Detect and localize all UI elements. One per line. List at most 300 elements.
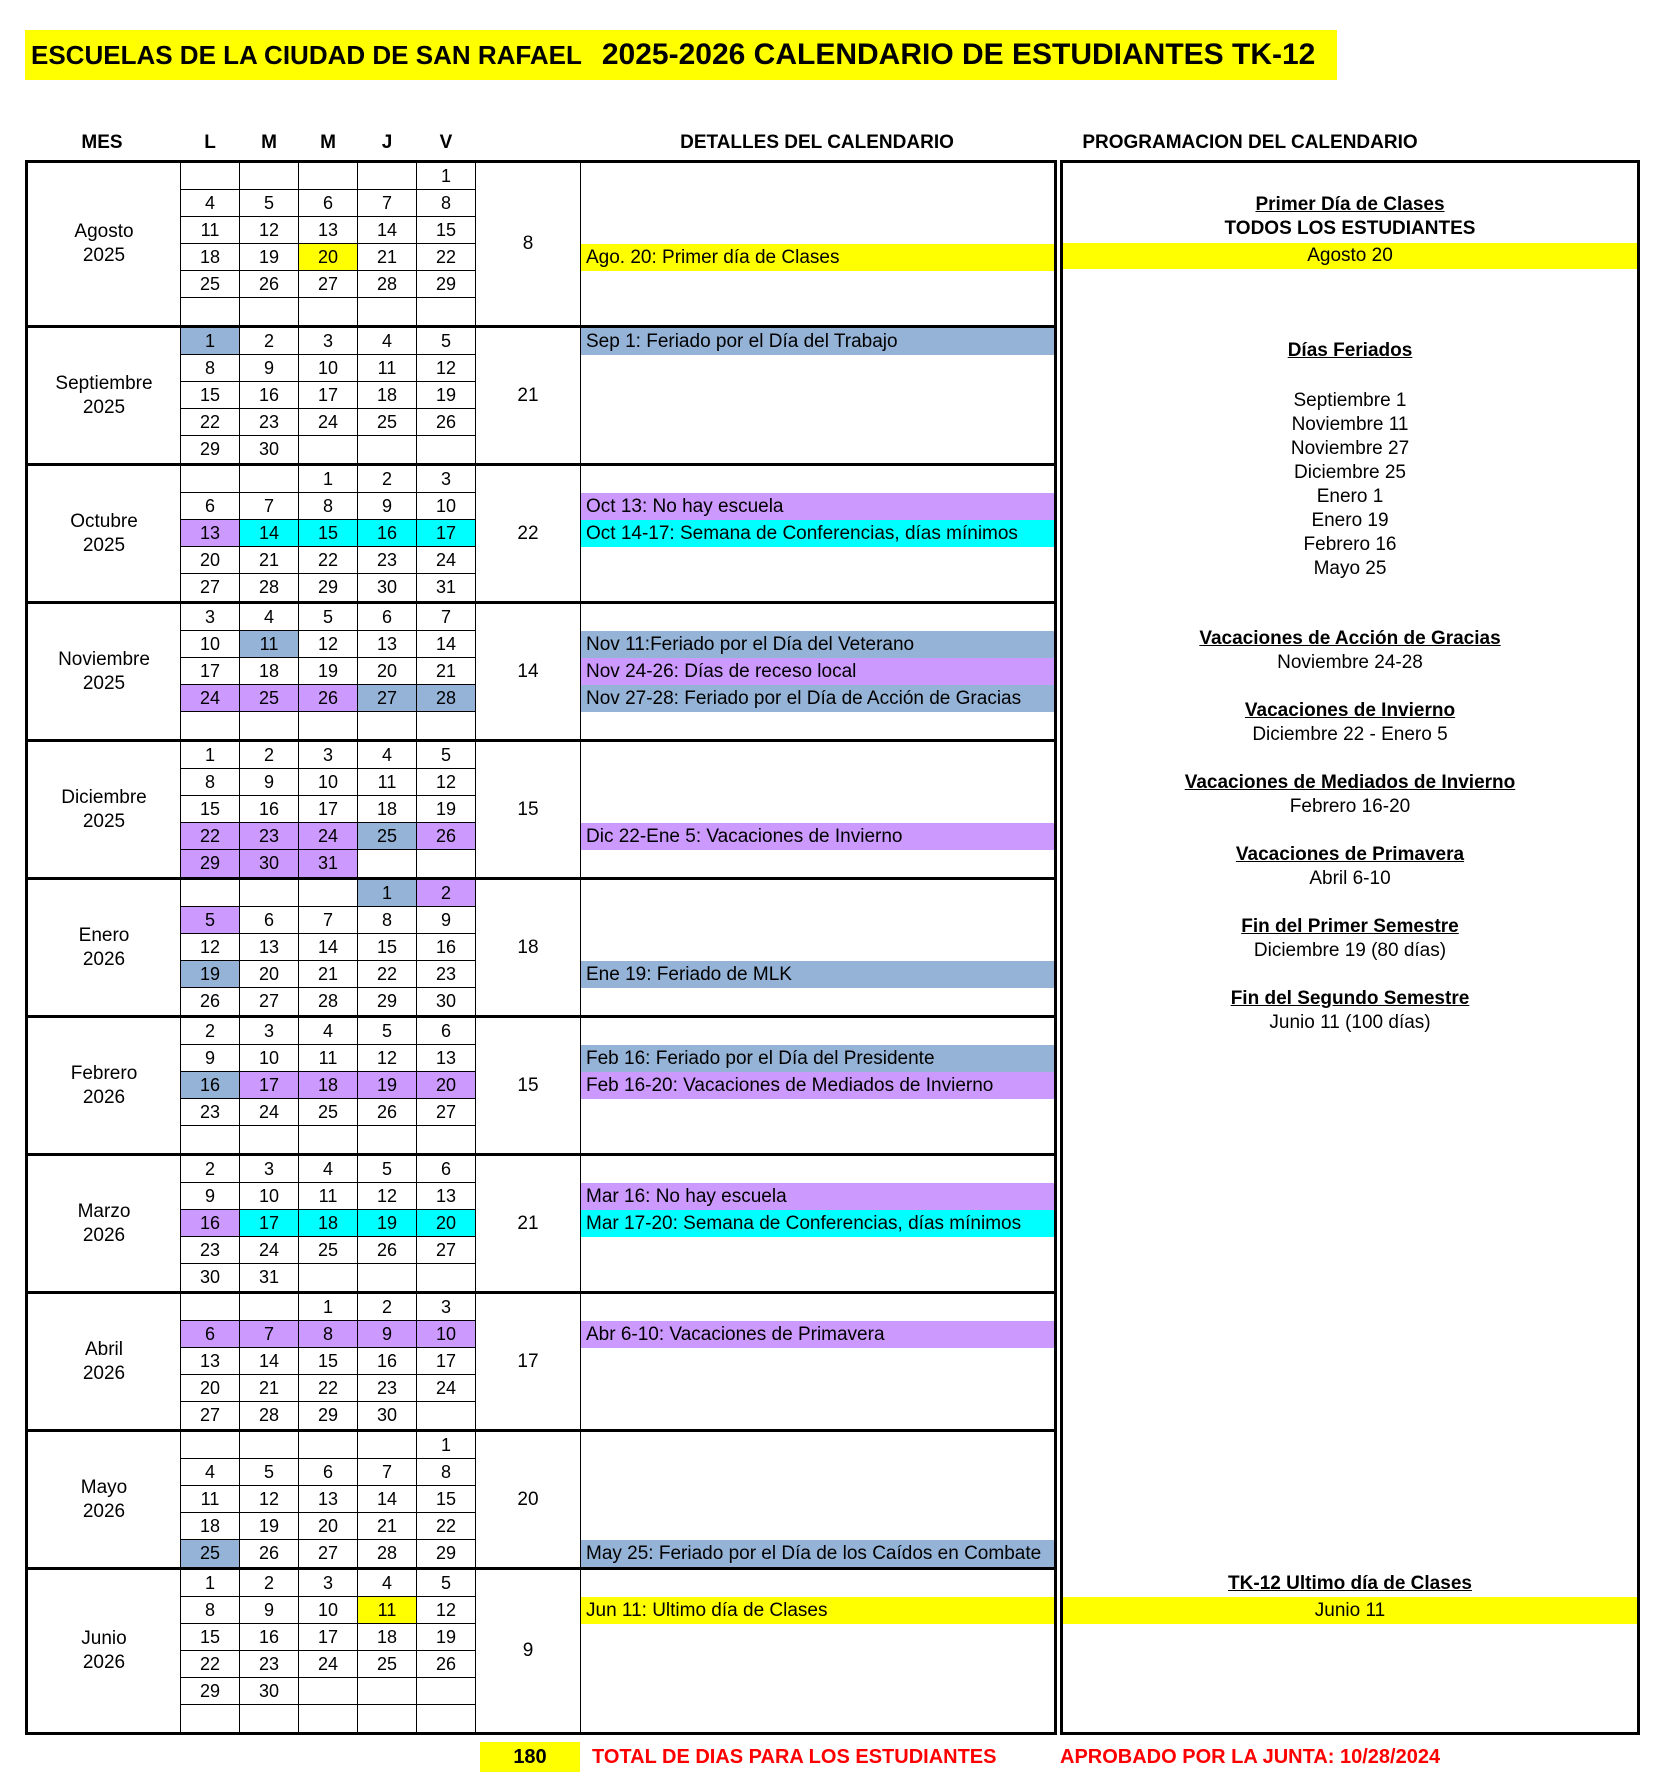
detail-bar: Oct 14-17: Semana de Conferencias, días mínimos — [581, 520, 1054, 547]
day-cell: 20 — [299, 244, 358, 271]
week-row — [181, 466, 476, 493]
day-cell: 21 — [417, 658, 476, 685]
day-cell — [417, 1402, 476, 1429]
month-school-days-count: 21 — [517, 1212, 539, 1234]
week-row — [181, 1678, 476, 1705]
day-cell: 12 — [240, 217, 299, 244]
day-cell: 25 — [181, 1540, 240, 1567]
day-cell: 29 — [181, 1678, 240, 1705]
day-cell — [240, 1432, 299, 1459]
day-cell: 26 — [240, 271, 299, 298]
day-cell: 30 — [358, 1402, 417, 1429]
day-cell: 6 — [181, 1321, 240, 1348]
schedule-text: Diciembre 22 - Enero 5 — [1252, 724, 1448, 745]
day-cell — [358, 1264, 417, 1291]
day-cell: 9 — [181, 1045, 240, 1072]
day-cell: 28 — [240, 1402, 299, 1429]
week-row — [181, 271, 476, 298]
day-cell: 8 — [358, 907, 417, 934]
day-cell: 22 — [358, 961, 417, 988]
week-row — [181, 328, 476, 355]
day-cell: 5 — [358, 1156, 417, 1183]
month-name: Abril — [84, 1338, 123, 1360]
day-cell: 9 — [358, 493, 417, 520]
schedule-heading: Vacaciones de Acción de Gracias — [1199, 628, 1501, 649]
day-cell: 29 — [181, 436, 240, 463]
day-cell — [181, 163, 240, 190]
month-name: Enero — [78, 924, 130, 946]
day-cell: 4 — [299, 1018, 358, 1045]
board-approved-label: APROBADO POR LA JUNTA: 10/28/2024 — [1060, 1746, 1441, 1768]
week-row — [181, 355, 476, 382]
week-row — [181, 1432, 476, 1459]
day-cell: 6 — [417, 1156, 476, 1183]
day-cell: 3 — [240, 1156, 299, 1183]
day-cell: 20 — [240, 961, 299, 988]
detail-bar: Dic 22-Ene 5: Vacaciones de Invierno — [581, 823, 1054, 850]
day-cell: 26 — [358, 1099, 417, 1126]
day-cell: 13 — [358, 631, 417, 658]
day-cell: 5 — [299, 604, 358, 631]
schedule-heading: Primer Día de Clases — [1255, 194, 1445, 215]
day-cell — [417, 712, 476, 739]
day-cell: 3 — [240, 1018, 299, 1045]
day-cell: 11 — [299, 1045, 358, 1072]
month-block — [28, 604, 1054, 742]
week-row — [181, 574, 476, 601]
month-school-days-count: 14 — [517, 660, 539, 682]
week-row — [181, 742, 476, 769]
day-cell: 28 — [358, 271, 417, 298]
day-cell: 15 — [358, 934, 417, 961]
month-year: 2025 — [82, 534, 126, 556]
detail-bar: Sep 1: Feriado por el Día del Trabajo — [581, 328, 1054, 355]
footer — [0, 1742, 1661, 1772]
detail-bar: Nov 27-28: Feriado por el Día de Acción de Gracias — [581, 685, 1054, 712]
detail-bar: Ago. 20: Primer día de Clases — [581, 244, 1054, 271]
day-cell: 13 — [181, 520, 240, 547]
week-row — [181, 712, 476, 739]
month-name: Diciembre — [61, 786, 147, 808]
day-cell — [181, 1705, 240, 1732]
day-cell: 5 — [358, 1018, 417, 1045]
week-row — [181, 436, 476, 463]
month-day-grid — [180, 328, 476, 463]
day-cell: 19 — [417, 382, 476, 409]
month-details-cell — [580, 163, 1054, 325]
day-cell: 26 — [299, 685, 358, 712]
schedule-text: Abril 6-10 — [1309, 868, 1391, 889]
schedule-top — [1063, 163, 1637, 1035]
detail-bar: Abr 6-10: Vacaciones de Primavera — [581, 1321, 1054, 1348]
day-cell: 17 — [181, 658, 240, 685]
day-cell: 1 — [181, 742, 240, 769]
week-row — [181, 685, 476, 712]
day-cell — [358, 436, 417, 463]
day-cell: 27 — [417, 1099, 476, 1126]
detail-bar: Nov 11:Feriado por el Día del Veterano — [581, 631, 1054, 658]
day-cell: 15 — [299, 1348, 358, 1375]
day-cell: 12 — [417, 769, 476, 796]
month-details-cell — [580, 604, 1054, 739]
month-name: Octubre — [70, 510, 138, 532]
schedule-heading: TK-12 Ultimo día de Clases — [1228, 1573, 1472, 1594]
day-cell: 16 — [240, 382, 299, 409]
day-cell: 5 — [417, 1570, 476, 1597]
day-cell: 10 — [181, 631, 240, 658]
week-row — [181, 1540, 476, 1567]
day-cell: 23 — [181, 1099, 240, 1126]
day-cell — [181, 880, 240, 907]
month-block — [28, 466, 1054, 604]
month-block — [28, 1294, 1054, 1432]
schedule-text: Diciembre 19 (80 días) — [1253, 940, 1447, 961]
day-cell: 19 — [417, 1624, 476, 1651]
day-cell: 6 — [181, 493, 240, 520]
day-cell: 5 — [240, 1459, 299, 1486]
month-block — [28, 1570, 1054, 1732]
day-cell — [299, 1678, 358, 1705]
month-label-cell — [28, 328, 180, 463]
day-cell: 1 — [358, 880, 417, 907]
header-programacion: PROGRAMACION DEL CALENDARIO — [1082, 132, 1418, 153]
month-year: 2025 — [82, 245, 126, 266]
day-cell: 7 — [417, 604, 476, 631]
day-cell: 24 — [240, 1099, 299, 1126]
day-cell: 11 — [181, 217, 240, 244]
day-cell: 27 — [181, 1402, 240, 1429]
schedule-text: Mayo 25 — [1313, 558, 1387, 579]
day-cell: 19 — [299, 658, 358, 685]
day-cell: 24 — [299, 1651, 358, 1678]
day-cell: 21 — [240, 1375, 299, 1402]
day-cell: 18 — [299, 1072, 358, 1099]
month-day-grid — [180, 880, 476, 1015]
day-cell: 12 — [299, 631, 358, 658]
day-cell: 16 — [358, 520, 417, 547]
week-row — [181, 823, 476, 850]
month-name: Mayo — [80, 1476, 128, 1498]
month-details-cell — [580, 1156, 1054, 1291]
month-school-days-count: 20 — [517, 1488, 539, 1510]
week-row — [181, 961, 476, 988]
day-cell: 10 — [299, 769, 358, 796]
header-day-v: V — [439, 132, 453, 153]
day-cell: 26 — [417, 409, 476, 436]
day-cell: 2 — [240, 328, 299, 355]
day-cell: 30 — [181, 1264, 240, 1291]
day-cell — [299, 1432, 358, 1459]
month-school-days-count: 18 — [517, 936, 539, 958]
day-cell: 11 — [299, 1183, 358, 1210]
month-school-days-count: 21 — [517, 384, 539, 406]
day-cell: 26 — [417, 823, 476, 850]
month-day-grid — [180, 466, 476, 601]
day-cell: 7 — [299, 907, 358, 934]
detail-bar: Ene 19: Feriado de MLK — [581, 961, 1054, 988]
day-cell: 2 — [181, 1018, 240, 1045]
day-cell: 17 — [299, 796, 358, 823]
day-cell: 13 — [417, 1045, 476, 1072]
month-details-cell — [580, 742, 1054, 877]
day-cell — [417, 1126, 476, 1153]
day-cell: 10 — [299, 1597, 358, 1624]
day-cell: 30 — [240, 850, 299, 877]
day-cell: 2 — [358, 1294, 417, 1321]
month-block — [28, 1156, 1054, 1294]
day-cell: 13 — [417, 1183, 476, 1210]
day-cell: 28 — [299, 988, 358, 1015]
day-cell: 31 — [299, 850, 358, 877]
week-row — [181, 244, 476, 271]
day-cell: 25 — [240, 685, 299, 712]
month-label-cell — [28, 163, 180, 325]
day-cell: 8 — [299, 1321, 358, 1348]
day-cell — [417, 850, 476, 877]
day-cell: 4 — [358, 742, 417, 769]
month-day-grid — [180, 1570, 476, 1732]
day-cell: 24 — [417, 1375, 476, 1402]
day-cell: 2 — [240, 1570, 299, 1597]
day-cell: 10 — [417, 493, 476, 520]
day-cell: 1 — [181, 1570, 240, 1597]
day-cell — [181, 712, 240, 739]
day-cell — [181, 1432, 240, 1459]
week-row — [181, 1321, 476, 1348]
week-row — [181, 547, 476, 574]
day-cell — [358, 1678, 417, 1705]
day-cell — [240, 298, 299, 325]
month-year: 2025 — [82, 396, 126, 418]
day-cell: 19 — [417, 796, 476, 823]
month-block — [28, 742, 1054, 880]
week-row — [181, 1264, 476, 1291]
week-row — [181, 880, 476, 907]
day-cell — [299, 712, 358, 739]
day-cell: 22 — [181, 409, 240, 436]
day-cell: 27 — [417, 1237, 476, 1264]
schedule-heading: Días Feriados — [1287, 340, 1413, 361]
week-row — [181, 298, 476, 325]
month-school-days-count: 17 — [517, 1350, 539, 1372]
week-row — [181, 493, 476, 520]
day-cell: 5 — [181, 907, 240, 934]
header-detalles: DETALLES DEL CALENDARIO — [680, 132, 954, 153]
month-year: 2026 — [82, 1362, 126, 1384]
day-cell: 18 — [299, 1210, 358, 1237]
day-cell: 16 — [240, 1624, 299, 1651]
month-day-grid — [180, 1294, 476, 1429]
month-block — [28, 328, 1054, 466]
day-cell: 2 — [181, 1156, 240, 1183]
day-cell: 28 — [358, 1540, 417, 1567]
day-cell: 17 — [417, 520, 476, 547]
day-cell: 27 — [240, 988, 299, 1015]
day-cell: 11 — [358, 1597, 417, 1624]
day-cell: 7 — [240, 493, 299, 520]
day-cell: 7 — [358, 190, 417, 217]
month-name: Febrero — [70, 1062, 138, 1084]
day-cell: 4 — [181, 190, 240, 217]
month-details-cell — [580, 466, 1054, 601]
day-cell: 8 — [181, 355, 240, 382]
header-day-l: L — [204, 132, 216, 153]
header-day-j: J — [381, 132, 393, 153]
day-cell: 26 — [181, 988, 240, 1015]
header-day-m2: M — [320, 132, 336, 153]
day-cell — [299, 163, 358, 190]
day-cell: 25 — [358, 823, 417, 850]
week-row — [181, 1294, 476, 1321]
day-cell: 15 — [417, 217, 476, 244]
week-row — [181, 409, 476, 436]
day-cell — [417, 298, 476, 325]
schedule-heading: Vacaciones de Mediados de Invierno — [1184, 772, 1516, 793]
day-cell: 20 — [181, 547, 240, 574]
day-cell — [299, 1126, 358, 1153]
day-cell: 19 — [358, 1072, 417, 1099]
week-row — [181, 1018, 476, 1045]
schedule-text: Diciembre 25 — [1294, 462, 1406, 483]
day-cell: 18 — [240, 658, 299, 685]
detail-bar: Mar 16: No hay escuela — [581, 1183, 1054, 1210]
week-row — [181, 631, 476, 658]
week-row — [181, 769, 476, 796]
month-day-grid — [180, 604, 476, 739]
month-label-cell — [28, 1432, 180, 1567]
day-cell: 3 — [417, 1294, 476, 1321]
day-cell — [358, 712, 417, 739]
day-cell: 1 — [417, 163, 476, 190]
day-cell: 25 — [358, 1651, 417, 1678]
day-cell: 4 — [358, 1570, 417, 1597]
detail-bar: Oct 13: No hay escuela — [581, 493, 1054, 520]
month-year: 2025 — [82, 810, 126, 832]
day-cell: 15 — [181, 796, 240, 823]
day-cell: 23 — [240, 409, 299, 436]
day-cell: 9 — [240, 355, 299, 382]
title-banner — [25, 30, 1337, 80]
day-cell: 1 — [181, 328, 240, 355]
month-school-days-count: 8 — [522, 233, 534, 254]
day-cell: 13 — [240, 934, 299, 961]
week-row — [181, 1570, 476, 1597]
day-cell: 1 — [299, 466, 358, 493]
day-cell — [299, 880, 358, 907]
day-cell: 25 — [358, 409, 417, 436]
day-cell: 29 — [358, 988, 417, 1015]
week-row — [181, 1459, 476, 1486]
day-cell — [417, 1264, 476, 1291]
day-cell: 5 — [417, 742, 476, 769]
school-name: ESCUELAS DE LA CIUDAD DE SAN RAFAEL — [31, 39, 582, 70]
schedule-bar: Junio 11 — [1063, 1597, 1637, 1624]
day-cell: 12 — [417, 1597, 476, 1624]
day-cell — [358, 163, 417, 190]
month-label-cell — [28, 1156, 180, 1291]
day-cell: 14 — [240, 1348, 299, 1375]
day-cell: 15 — [181, 1624, 240, 1651]
schedule-text: Noviembre 11 — [1291, 414, 1409, 435]
day-cell: 22 — [417, 1513, 476, 1540]
day-cell: 16 — [181, 1210, 240, 1237]
day-cell — [417, 1705, 476, 1732]
day-cell: 17 — [240, 1072, 299, 1099]
day-cell: 31 — [417, 574, 476, 601]
day-cell — [358, 298, 417, 325]
month-year: 2026 — [82, 1086, 126, 1108]
day-cell: 20 — [358, 658, 417, 685]
month-name: Septiembre — [55, 372, 153, 394]
total-days-badge: 180 — [480, 1742, 580, 1772]
schedule-bottom — [1063, 1570, 1637, 1624]
day-cell: 30 — [417, 988, 476, 1015]
month-day-grid — [180, 1156, 476, 1291]
day-cell: 14 — [240, 520, 299, 547]
day-cell: 15 — [417, 1486, 476, 1513]
month-block — [28, 1018, 1054, 1156]
week-row — [181, 1156, 476, 1183]
day-cell: 24 — [240, 1237, 299, 1264]
day-cell: 29 — [181, 850, 240, 877]
week-row — [181, 1126, 476, 1153]
day-cell: 17 — [240, 1210, 299, 1237]
week-row — [181, 1375, 476, 1402]
week-row — [181, 190, 476, 217]
day-cell: 23 — [181, 1237, 240, 1264]
day-cell: 12 — [181, 934, 240, 961]
day-cell: 16 — [417, 934, 476, 961]
day-cell: 21 — [358, 244, 417, 271]
schedule-text: Septiembre 1 — [1293, 390, 1407, 411]
day-cell: 28 — [240, 574, 299, 601]
day-cell: 13 — [299, 1486, 358, 1513]
day-cell: 21 — [358, 1513, 417, 1540]
day-cell: 29 — [417, 1540, 476, 1567]
month-name: Marzo — [77, 1200, 131, 1222]
week-row — [181, 1624, 476, 1651]
day-cell: 14 — [358, 217, 417, 244]
page-title: 2025-2026 CALENDARIO DE ESTUDIANTES TK-12 — [601, 38, 1316, 71]
day-cell: 13 — [299, 217, 358, 244]
day-cell: 7 — [358, 1459, 417, 1486]
day-cell: 12 — [358, 1045, 417, 1072]
week-row — [181, 796, 476, 823]
day-cell: 4 — [358, 328, 417, 355]
day-cell: 4 — [240, 604, 299, 631]
column-headers — [0, 132, 1661, 158]
day-cell: 8 — [417, 1459, 476, 1486]
day-cell: 23 — [240, 1651, 299, 1678]
day-cell: 29 — [299, 574, 358, 601]
week-row — [181, 1072, 476, 1099]
month-label-cell — [28, 1018, 180, 1153]
week-row — [181, 604, 476, 631]
week-row — [181, 1513, 476, 1540]
day-cell — [299, 1705, 358, 1732]
month-label-cell — [28, 1294, 180, 1429]
day-cell: 30 — [358, 574, 417, 601]
week-row — [181, 1402, 476, 1429]
day-cell — [240, 1294, 299, 1321]
day-cell: 18 — [358, 382, 417, 409]
month-day-grid — [180, 1432, 476, 1567]
day-cell: 11 — [181, 1486, 240, 1513]
header-day-m1: M — [261, 132, 277, 153]
week-row — [181, 988, 476, 1015]
day-cell: 11 — [358, 355, 417, 382]
day-cell: 16 — [240, 796, 299, 823]
